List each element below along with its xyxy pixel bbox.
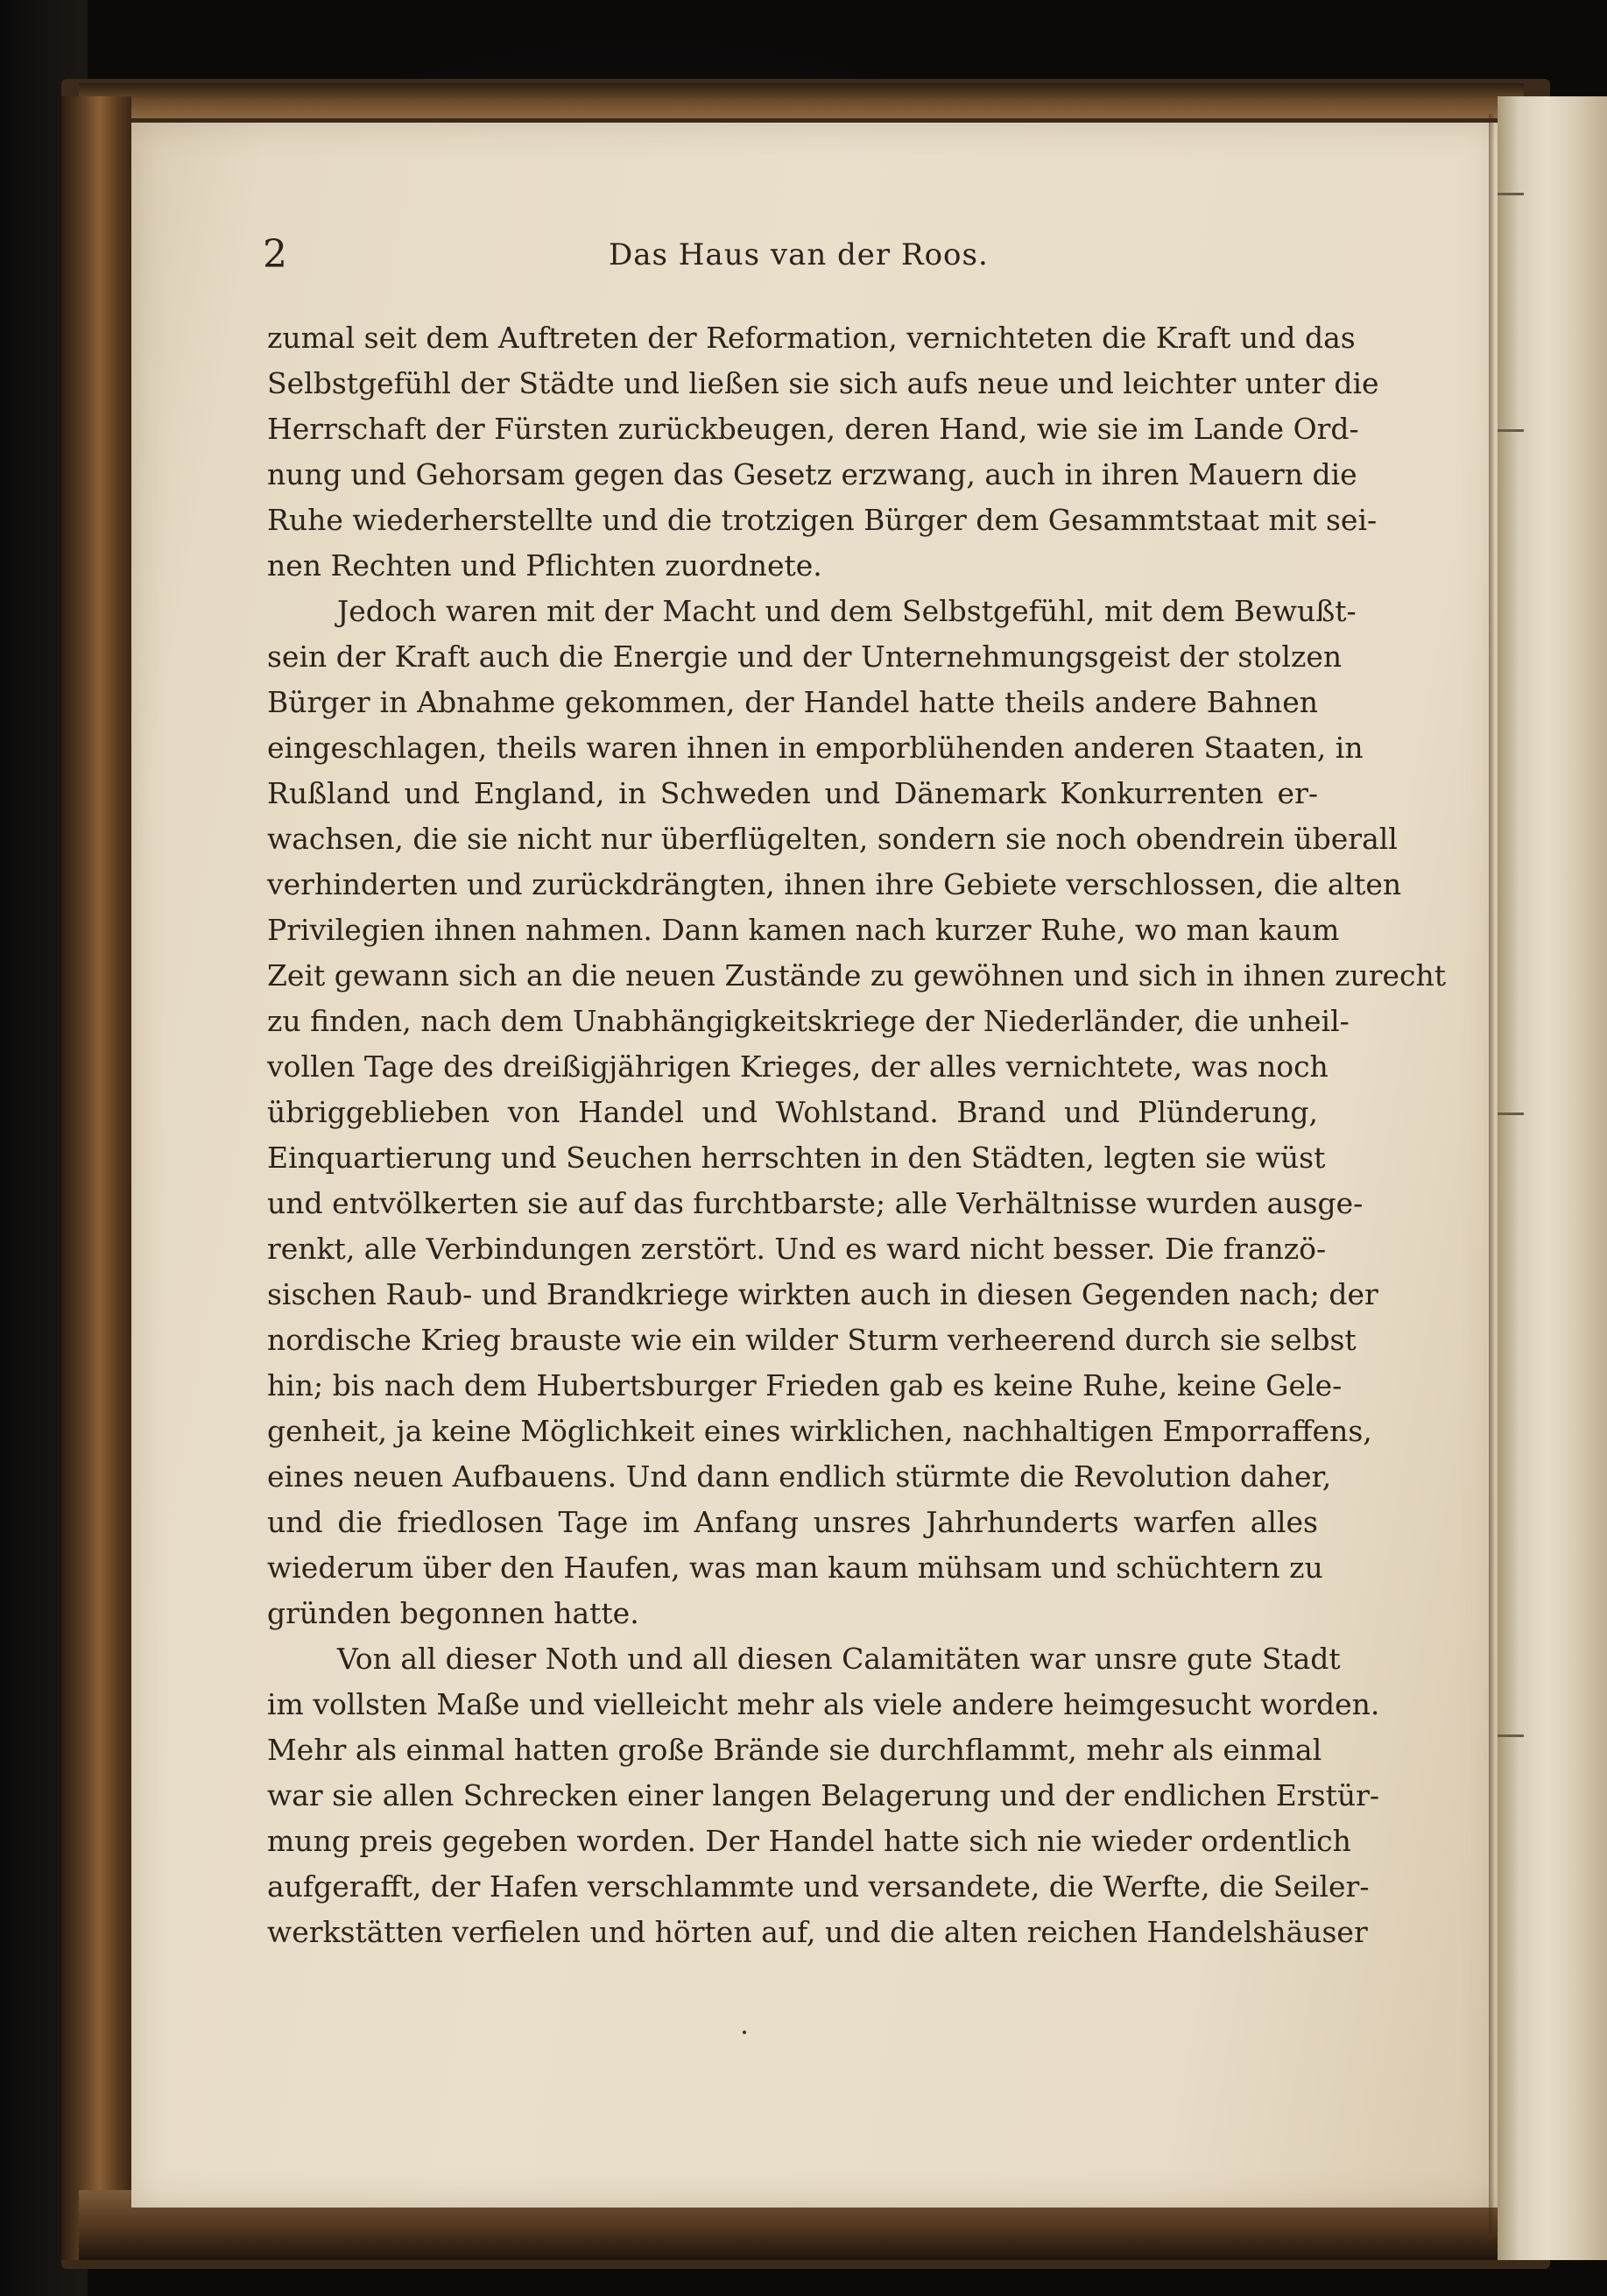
text-line: eingeschlagen, theils waren ihnen in emporblühenden anderen Staaten, in [267, 731, 1364, 765]
text-line: Zeit gewann sich an die neuen Zustände zu gewöhnen und sich in ihnen zurecht [267, 958, 1447, 993]
text-line: sein der Kraft auch die Energie und der Unternehmungsgeist der stolzen [267, 639, 1343, 674]
text-line: Bürger in Abnahme gekommen, der Handel hatte theils andere Bahnen [267, 685, 1318, 719]
text-line: hin; bis nach dem Hubertsburger Frieden gab es keine Ruhe, keine Gele- [267, 1368, 1343, 1402]
text-line: nen Rechten und Pflichten zuordnete. [267, 548, 822, 583]
text-line: genheit, ja keine Möglichkeit eines wirklichen, nachhaltigen Emporraffens, [267, 1414, 1372, 1448]
ink-speck [743, 2031, 746, 2034]
text-line: sischen Raub- und Brandkriege wirkten auch in diesen Gegenden nach; der [267, 1277, 1378, 1311]
text-line: werkstätten verfielen und hörten auf, und die alten reichen Handelshäuser [267, 1915, 1368, 1949]
text-line: Ruhe wiederherstellte und die trotzigen Bürger dem Gesammtstaat mit sei- [267, 503, 1378, 537]
text-line: und die friedlosen Tage im Anfang unsres Jahrhunderts warfen alles [267, 1505, 1318, 1539]
text-line: aufgerafft, der Hafen verschlammte und versandete, die Werfte, die Seiler- [267, 1869, 1370, 1904]
text-line: Von all dieser Noth und all diesen Calamitäten war unsre gute Stadt [337, 1642, 1341, 1676]
text-line: war sie allen Schrecken einer langen Belagerung und der endlichen Erstür- [267, 1778, 1380, 1812]
text-line: nordische Krieg brauste wie ein wilder Sturm verheerend durch sie selbst [267, 1323, 1357, 1357]
page-number: 2 [263, 232, 287, 277]
text-line: mung preis gegeben worden. Der Handel hatte sich nie wieder ordentlich [267, 1824, 1351, 1858]
text-line: nung und Gehorsam gegen das Gesetz erzwang, auch in ihren Mauern die [267, 457, 1357, 491]
text-line: gründen begonnen hatte. [267, 1596, 639, 1630]
text-line: Einquartierung und Seuchen herrschten in den Städten, legten sie wüst [267, 1141, 1326, 1175]
text-line: zumal seit dem Auftreten der Reformation, vernichteten die Kraft und das [267, 321, 1356, 355]
facing-page-edges [1498, 96, 1607, 2260]
page-header [263, 232, 1349, 276]
text-line: Selbstgefühl der Städte und ließen sie sich aufs neue und leichter unter die [267, 366, 1379, 400]
running-title: Das Haus van der Roos. [609, 237, 989, 272]
text-line: übriggeblieben von Handel und Wohlstand. Brand und Plünderung, [267, 1095, 1318, 1129]
cover-top-edge [79, 83, 1524, 118]
text-line: zu finden, nach dem Unabhängigkeitskriege der Niederländer, die unheil- [267, 1004, 1350, 1038]
body-text [267, 315, 1447, 1955]
text-line: Privilegien ihnen nahmen. Dann kamen nach kurzer Ruhe, wo man kaum [267, 913, 1340, 947]
text-line: im vollsten Maße und vielleicht mehr als viele andere heimgesucht worden. [267, 1687, 1380, 1721]
text-line: renkt, alle Verbindungen zerstört. Und es ward nicht besser. Die franzö- [267, 1232, 1327, 1266]
text-line: und entvölkerten sie auf das furchtbarste; alle Verhältnisse wurden ausge- [267, 1186, 1364, 1220]
text-line: verhinderten und zurückdrängten, ihnen ihre Gebiete verschlossen, die alten [267, 867, 1402, 901]
page-gutter [1489, 114, 1494, 2234]
text-line: wachsen, die sie nicht nur überflügelten, sondern sie noch obendrein überall [267, 822, 1398, 856]
text-line: wiederum über den Haufen, was man kaum mühsam und schüchtern zu [267, 1551, 1323, 1585]
text-line: Rußland und England, in Schweden und Dänemark Konkurrenten er- [267, 776, 1318, 810]
text-line: Jedoch waren mit der Macht und dem Selbstgefühl, mit dem Bewußt- [337, 594, 1357, 628]
text-line: vollen Tage des dreißigjährigen Krieges, der alles vernichtete, was noch [267, 1049, 1329, 1084]
cover-spine-edge [61, 96, 131, 2260]
text-line: eines neuen Aufbauens. Und dann endlich stürmte die Revolution daher, [267, 1459, 1332, 1494]
text-line: Mehr als einmal hatten große Brände sie durchflammt, mehr als einmal [267, 1733, 1322, 1767]
text-line: Herrschaft der Fürsten zurückbeugen, deren Hand, wie sie im Lande Ord- [267, 412, 1359, 446]
